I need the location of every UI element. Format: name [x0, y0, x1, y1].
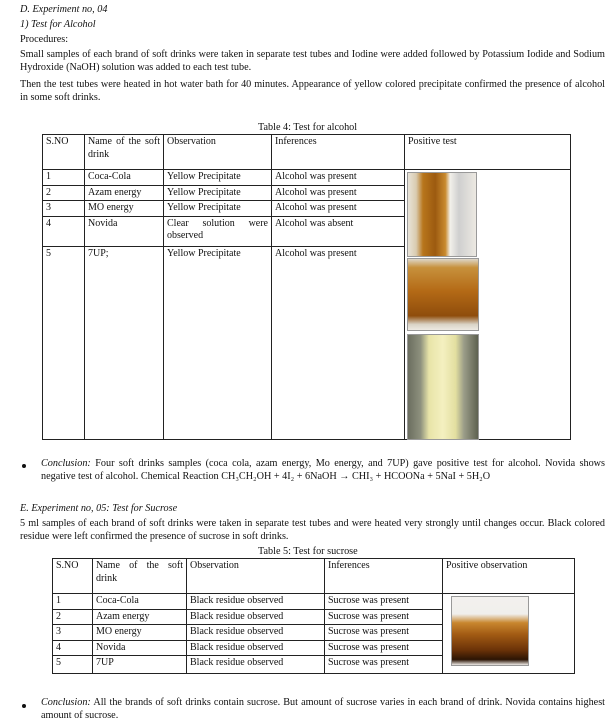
alcohol-conclusion — [41, 457, 605, 484]
cell-observation: Black residue observed — [187, 625, 325, 641]
cell-drink: Novida — [85, 216, 164, 246]
header-sno: S.NO — [43, 135, 85, 170]
cell-inference: Sucrose was present — [325, 640, 443, 656]
cell-observation: Black residue observed — [187, 609, 325, 625]
cell-drink: Azam energy — [85, 185, 164, 201]
table-row — [53, 594, 575, 610]
cell-drink: Coca-Cola — [93, 594, 187, 610]
header-positive-observation: Positive observation — [443, 559, 575, 594]
conclusion-text: Four soft drinks samples (coca cola, azam energy, Mo energy, and 7UP) gave positive test for alcohol. Novida shows negative test of alcohol. Chemical Reaction CH₃CH₂OH + 4I₂ + 6NaOH → CHI₃ + HCOONa + 5NaI + 5H₂O — [41, 458, 605, 483]
sucrose-conclusion — [41, 696, 605, 723]
bullet-icon — [22, 704, 26, 708]
header-drink: Name of the soft drink — [93, 559, 187, 594]
test-tube-photo — [407, 334, 479, 440]
cell-sno: 3 — [43, 201, 85, 217]
cell-drink: Novida — [93, 640, 187, 656]
cell-observation: Yellow Precipitate — [164, 201, 272, 217]
cell-observation: Yellow Precipitate — [164, 185, 272, 201]
header-drink: Name of the soft drink — [85, 135, 164, 170]
header-observation: Observation — [164, 135, 272, 170]
table-4-caption: Table 4: Test for alcohol — [258, 122, 358, 133]
cell-inference: Sucrose was present — [325, 625, 443, 641]
table-row — [43, 170, 571, 186]
cell-inference: Alcohol was absent — [272, 216, 405, 246]
sucrose-test-table — [52, 558, 575, 674]
cell-sno: 1 — [43, 170, 85, 186]
cell-inference: Alcohol was present — [272, 246, 405, 439]
procedure-paragraph-2: Then the test tubes were heated in hot water bath for 40 minutes. Appearance of yellow colored precipitate confirmed the presence of alcohol in some soft drinks. — [20, 79, 605, 104]
cell-observation: Black residue observed — [187, 656, 325, 674]
header-observation: Observation — [187, 559, 325, 594]
cell-inference: Sucrose was present — [325, 609, 443, 625]
procedure-paragraph-1: Small samples of each brand of soft drinks were taken in separate test tubes and Iodine were added followed by Potassium Iodide and Sodium Hydroxide (NaOH) solution was added to each test tube. — [20, 49, 605, 74]
sucrose-procedure-paragraph: 5 ml samples of each brand of soft drinks were taken in separate test tubes and were heated very strongly until changes occur. Black colored residue were left confirmed the presence of sucrose in soft drinks. — [20, 518, 605, 543]
alcohol-test-table — [42, 134, 571, 440]
cell-sno: 2 — [43, 185, 85, 201]
cell-observation: Black residue observed — [187, 594, 325, 610]
header-positive-test: Positive test — [405, 135, 571, 170]
table-5-caption: Table 5: Test for sucrose — [258, 546, 358, 557]
section-d-heading: D. Experiment no, 04 — [20, 4, 108, 15]
test-tube-photo — [407, 172, 477, 257]
cell-sno: 4 — [43, 216, 85, 246]
section-e-heading: E. Experiment no, 05: Test for Sucrose — [20, 503, 178, 514]
section-d-subheading: 1) Test for Alcohol — [20, 19, 96, 30]
header-inferences: Inferences — [325, 559, 443, 594]
header-sno: S.NO — [53, 559, 93, 594]
cell-observation: Clear solution were observed — [164, 216, 272, 246]
cell-drink: 7UP — [93, 656, 187, 674]
cell-drink: MO energy — [85, 201, 164, 217]
cell-sno: 2 — [53, 609, 93, 625]
cell-observation: Black residue observed — [187, 640, 325, 656]
cell-inference: Alcohol was present — [272, 170, 405, 186]
cell-drink: MO energy — [93, 625, 187, 641]
cell-observation: Yellow Precipitate — [164, 246, 272, 439]
cell-inference: Alcohol was present — [272, 201, 405, 217]
test-tube-photo — [407, 258, 479, 331]
conclusion-text: All the brands of soft drinks contain sucrose. But amount of sucrose varies in each brand of drink. Novida contains highest amount of sucrose. — [41, 697, 605, 722]
cell-sno: 3 — [53, 625, 93, 641]
cell-sno: 5 — [43, 246, 85, 439]
cell-inference: Sucrose was present — [325, 656, 443, 674]
cell-sno: 5 — [53, 656, 93, 674]
test-tube-photo — [451, 596, 529, 666]
cell-drink: Coca-Cola — [85, 170, 164, 186]
conclusion-label: Conclusion: — [41, 458, 91, 469]
table-header-row — [43, 135, 571, 170]
header-inferences: Inferences — [272, 135, 405, 170]
cell-inference: Sucrose was present — [325, 594, 443, 610]
bullet-icon — [22, 464, 26, 468]
cell-drink: 7UP; — [85, 246, 164, 439]
cell-sno: 4 — [53, 640, 93, 656]
procedures-label: Procedures: — [20, 34, 69, 45]
positive-test-photos-cell — [405, 170, 571, 440]
cell-drink: Azam energy — [93, 609, 187, 625]
table-header-row — [53, 559, 575, 594]
positive-observation-photo-cell — [443, 594, 575, 674]
cell-inference: Alcohol was present — [272, 185, 405, 201]
cell-observation: Yellow Precipitate — [164, 170, 272, 186]
conclusion-label: Conclusion: — [41, 697, 91, 708]
cell-sno: 1 — [53, 594, 93, 610]
